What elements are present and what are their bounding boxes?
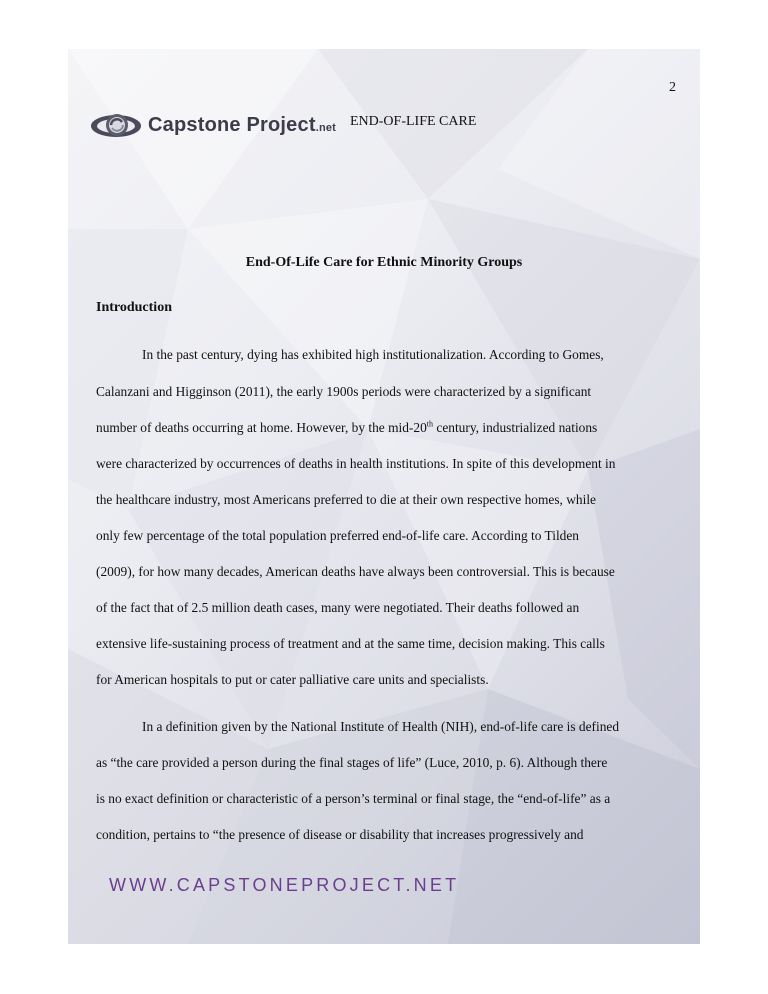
paragraph-line: In a definition given by the National Institute of Health (NIH), end-of-life care is defined [142, 719, 620, 734]
paragraph-line: only few percentage of the total population preferred end-of-life care. According to Tilden [96, 528, 580, 543]
capstone-logo-icon [90, 109, 142, 143]
paragraph-line: is no exact definition or characteristic of a person’s terminal or final stage, the “end-of-life” as a [96, 791, 611, 806]
running-head: END-OF-LIFE CARE [350, 114, 477, 129]
line-text: century, industrialized nations [433, 420, 598, 435]
paragraph-line: condition, pertains to “the presence of disease or disability that increases progressively and [96, 827, 584, 842]
paragraph-line: extensive life-sustaining process of treatment and at the same time, decision making. This calls [96, 636, 605, 651]
footer-website-url: WWW.CAPSTONEPROJECT.NET [109, 875, 460, 895]
paragraph-line: for American hospitals to put or cater palliative care units and specialists. [96, 672, 489, 687]
logo-wordmark [148, 114, 336, 137]
section-heading: Introduction [96, 300, 172, 315]
capstone-logo [90, 109, 337, 145]
superscript: th [426, 419, 434, 429]
logo-suffix: .net [315, 122, 337, 134]
paragraph-line: In the past century, dying has exhibited high institutionalization. According to Gomes, [142, 347, 604, 362]
line-text: number of deaths occurring at home. However, by the mid-20 [96, 420, 427, 435]
paragraph-line: as “the care provided a person during the final stages of life” (Luce, 2010, p. 6). Although there [96, 755, 608, 770]
paragraph-line: (2009), for how many decades, American deaths have always been controversial. This is because [96, 564, 615, 579]
document-title: End-Of-Life Care for Ethnic Minority Groups [245, 255, 523, 270]
paragraph-line: Calanzani and Higginson (2011), the early 1900s periods were characterized by a significant [96, 384, 592, 399]
page-number: 2 [669, 80, 676, 95]
logo-name: Capstone Project [148, 114, 316, 136]
paragraph-line: of the fact that of 2.5 million death cases, many were negotiated. Their deaths followed an [96, 600, 580, 615]
paragraph-line: the healthcare industry, most Americans preferred to die at their own respective homes, while [96, 492, 596, 507]
paragraph-line: were characterized by occurrences of deaths in health institutions. In spite of this development in [96, 456, 616, 471]
paragraph-line [96, 420, 597, 436]
document-page [68, 49, 700, 944]
